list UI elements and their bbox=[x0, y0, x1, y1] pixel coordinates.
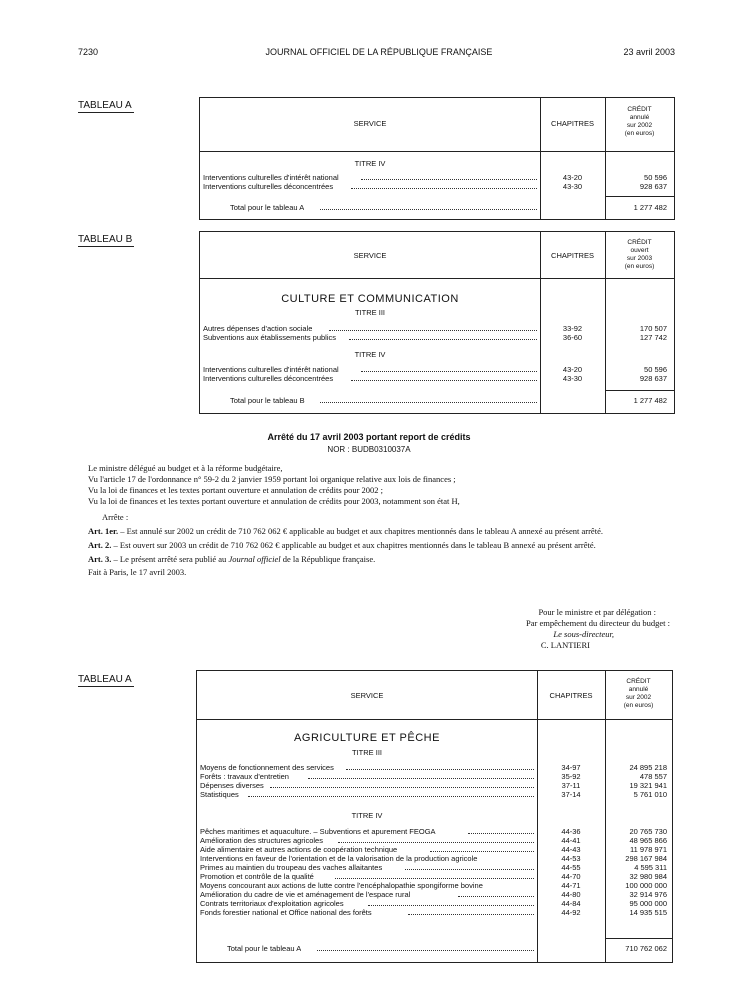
credit-table bbox=[199, 97, 675, 220]
article-1: Art. 1er. – Est annulé sur 2002 un crédit de 710 762 062 € applicable au budget et aux chapitres mentionnés dans le tableau A annexé au présent arrêté. bbox=[88, 526, 603, 536]
article-3: Art. 3. – Le présent arrêté sera publié au Journal officiel de la République française. bbox=[88, 554, 376, 564]
intro-line: Vu la loi de finances et les textes portant ouverture et annulation de crédits pour 2002 ; bbox=[88, 485, 384, 495]
column-header-chapitres: CHAPITRES bbox=[551, 119, 594, 128]
table-row: Autres dépenses d'action sociale 33-92 170 507 bbox=[203, 324, 667, 333]
table-row: Interventions culturelles déconcentrées 43-30 928 637 bbox=[203, 374, 667, 383]
table-row: Interventions en faveur de l'orientation et de la valorisation de la production agricole 44-53 298 167 984 bbox=[200, 854, 667, 863]
column-header-credit: CRÉDIT ouvert sur 2003 (en euros) bbox=[624, 239, 655, 270]
titre-heading: TITRE IV bbox=[354, 350, 386, 359]
signature-line: Par empêchement du directeur du budget : bbox=[526, 618, 670, 628]
intro-line: Vu l'article 17 de l'ordonnance n° 59-2 du 2 janvier 1959 portant loi organique relative aux lois de finances ; bbox=[88, 474, 456, 484]
intro-line: Vu la loi de finances et les textes portant ouverture et annulation de crédits pour 2003, notamment son état H, bbox=[88, 496, 460, 506]
credit-table bbox=[196, 670, 673, 963]
column-header-service: SERVICE bbox=[353, 119, 387, 128]
fait-line: Fait à Paris, le 17 avril 2003. bbox=[88, 567, 187, 577]
column-header-chapitres: CHAPITRES bbox=[549, 691, 593, 700]
table-row: Amélioration du cadre de vie et aménagement de l'espace rural 44-80 32 914 976 bbox=[200, 890, 667, 899]
table-row: Interventions culturelles d'intérêt national 43-20 50 596 bbox=[203, 365, 667, 374]
column-header-credit: CRÉDIT annulé sur 2002 (en euros) bbox=[623, 678, 654, 709]
table-row: Forêts : travaux d'entretien 35-92 478 557 bbox=[200, 772, 667, 781]
section-heading: AGRICULTURE ET PÊCHE bbox=[294, 732, 440, 744]
arrete-body bbox=[78, 463, 678, 578]
table-row: Pêches maritimes et aquaculture. – Subventions et apurement FEOGA 44-36 20 765 730 bbox=[200, 827, 667, 836]
column-header-credit: CRÉDIT annulé sur 2002 (en euros) bbox=[624, 106, 655, 137]
table-label: TABLEAU A bbox=[78, 674, 132, 685]
credit-table bbox=[199, 231, 675, 414]
table-row: Contrats territoriaux d'exploitation agricoles 44-84 95 000 000 bbox=[200, 899, 667, 908]
table-row: Statistiques 37-14 5 761 010 bbox=[200, 790, 667, 799]
signature-block bbox=[420, 607, 670, 651]
column-header-service: SERVICE bbox=[350, 691, 384, 700]
table-row: Moyens concourant aux actions de lutte contre l'encéphalopathie spongiforme bovine 44-71 100 000 000 bbox=[200, 881, 667, 890]
table-row: Interventions culturelles d'intérêt national 43-20 50 596 bbox=[203, 173, 667, 182]
article-2: Art. 2. – Est ouvert sur 2003 un crédit de 710 762 062 € applicable au budget et aux chapitres mentionnés dans le tableau B annexé au présent arrêté. bbox=[88, 540, 596, 550]
titre-heading: TITRE III bbox=[355, 308, 385, 317]
titre-heading: TITRE IV bbox=[351, 811, 383, 820]
table-label: TABLEAU A bbox=[78, 100, 132, 111]
journal-title: JOURNAL OFFICIEL DE LA RÉPUBLIQUE FRANÇAISE bbox=[265, 47, 493, 57]
column-header-service: SERVICE bbox=[353, 251, 387, 260]
section-heading: CULTURE ET COMMUNICATION bbox=[281, 293, 459, 305]
intro-line: Le ministre délégué au budget et à la réforme budgétaire, bbox=[88, 463, 283, 473]
arrete-line: Arrête : bbox=[102, 512, 129, 522]
table-row: Moyens de fonctionnement des services 34-97 24 895 218 bbox=[200, 763, 667, 772]
signature-line: Pour le ministre et par délégation : bbox=[538, 607, 656, 617]
table-row: Amélioration des structures agricoles 44-41 48 965 866 bbox=[200, 836, 667, 845]
nor-reference: NOR : BUDB0310037A bbox=[327, 445, 411, 454]
table-row: Dépenses diverses 37-11 19 321 941 bbox=[200, 781, 667, 790]
signature-line: Le sous-directeur, bbox=[553, 629, 614, 639]
table-row: Fonds forestier national et Office national des forêts 44-92 14 935 515 bbox=[200, 908, 667, 917]
arrete-title: Arrêté du 17 avril 2003 portant report de crédits bbox=[267, 432, 471, 442]
table-row: Interventions culturelles déconcentrées 43-30 928 637 bbox=[203, 182, 667, 191]
page-number: 7230 bbox=[78, 47, 99, 57]
table-total-row: Total pour le tableau A 710 762 062 bbox=[227, 944, 667, 953]
table-row: Subventions aux établissements publics 36-60 127 742 bbox=[203, 333, 667, 342]
table-row: Primes au maintien du troupeau des vaches allaitantes 44-55 4 595 311 bbox=[200, 863, 667, 872]
titre-heading: TITRE IV bbox=[354, 159, 386, 168]
signer-name: C. LANTIERI bbox=[540, 640, 590, 650]
column-header-chapitres: CHAPITRES bbox=[551, 251, 594, 260]
table-row: Promotion et contrôle de la qualité 44-70 32 980 984 bbox=[200, 872, 667, 881]
table-total-row: Total pour le tableau B 1 277 482 bbox=[230, 396, 667, 405]
titre-heading: TITRE III bbox=[352, 748, 382, 757]
table-label: TABLEAU B bbox=[78, 234, 133, 245]
page-date: 23 avril 2003 bbox=[623, 47, 675, 57]
table-total-row: Total pour le tableau A 1 277 482 bbox=[230, 203, 667, 212]
table-row: Aide alimentaire et autres actions de coopération technique 44-43 11 978 971 bbox=[200, 845, 667, 854]
